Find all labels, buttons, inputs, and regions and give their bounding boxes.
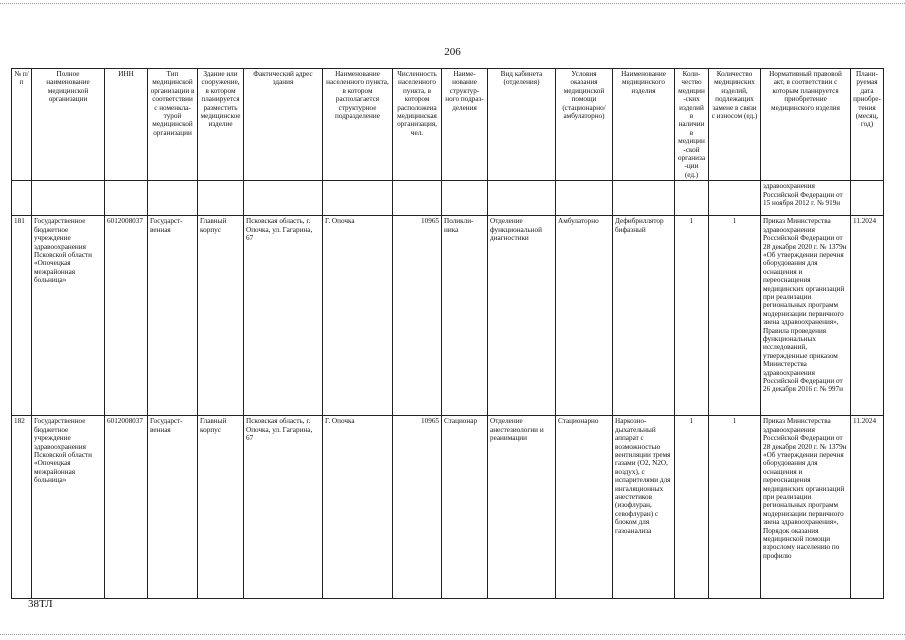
header-to-replace: Количество медицинских изделий, подлежащих замене в связи с износом (ед.) xyxy=(709,69,761,181)
cell-conditions: Амбулаторно xyxy=(556,216,613,416)
carry-over-act: здравоохранения Российской Федерации от 15 ноября 2012 г. № 919н xyxy=(761,181,851,216)
scan-edge-top xyxy=(0,3,905,5)
cell-to-replace: 1 xyxy=(709,416,761,599)
cell-building: Главный корпус xyxy=(198,216,244,416)
sheet-code: 38ТЛ xyxy=(28,598,53,610)
scan-edge-bottom xyxy=(0,634,905,636)
cell-act: Приказ Министерства здравоохранения Российской Федерации от 28 декабря 2020 г. № 1379н «Об утверждении перечня оборудования для оснащения и переоснащения медицинских организаций при реализации региональных программ модернизации первичного звена здравоохранения», Порядок оказания медицинской помощи взрослому населению по профилю xyxy=(761,416,851,599)
cell-unit: Поликли-ника xyxy=(442,216,488,416)
header-num: № п/п xyxy=(12,69,32,181)
header-building: Здание или сооружение, в котором планируется разместить медицинское изделие xyxy=(198,69,244,181)
cell-type: Государст-венная xyxy=(148,416,198,599)
cell-inn: 6012008037 xyxy=(105,216,148,416)
cell-cabinet: Отделение функциональной диагностики xyxy=(488,216,556,416)
cell-type: Государст-венная xyxy=(148,216,198,416)
cell-to-replace: 1 xyxy=(709,216,761,416)
page-number: 206 xyxy=(444,46,461,58)
cell-org: Государственное бюджетное учреждение здравоохранения Псковской области «Опочецкая межрайонная больница» xyxy=(32,216,105,416)
header-unit: Наиме-нование структур-ного подраз-деления xyxy=(442,69,488,181)
header-in-stock: Коли-чество медицин-ских изделий в наличии в медицин-ской организа-ции (ед.) xyxy=(675,69,709,181)
header-act: Нормативный правовой акт, в соответствии с которым планируется приобретение медицинского изделия xyxy=(761,69,851,181)
cell-population: 10965 xyxy=(393,216,442,416)
cell-device: Наркозно-дыхательный аппарат с возможностью вентиляции тремя газами (O2, N2O, воздух), с испарителями для ингаляционных анестетиков (изофлуран, севофлуран) с блоком для газоанализа xyxy=(613,416,675,599)
cell-inn: 6012008037 xyxy=(105,416,148,599)
cell-building: Главный корпус xyxy=(198,416,244,599)
header-inn: ИНН xyxy=(105,69,148,181)
cell-date: 11.2024 xyxy=(851,416,884,599)
cell-address: Псковская область, г. Опочка, ул. Гагарина, 67 xyxy=(244,216,323,416)
cell-date: 11.2024 xyxy=(851,216,884,416)
header-org: Полное наименование медицинской организации xyxy=(32,69,105,181)
table-row-carry-over xyxy=(12,181,884,216)
header-cabinet: Вид кабинета (отделения) xyxy=(488,69,556,181)
header-device: Наименование медицинского изделия xyxy=(613,69,675,181)
cell-org: Государственное бюджетное учреждение здравоохранения Псковской области «Опочецкая межрайонная больница» xyxy=(32,416,105,599)
header-address: Фактический адрес здания xyxy=(244,69,323,181)
header-settlement: Наименование населенного пункта, в котором располагается структурное подразделение xyxy=(323,69,393,181)
cell-in-stock: 1 xyxy=(675,216,709,416)
cell-device: Дефибриллятор бифазный xyxy=(613,216,675,416)
cell-in-stock: 1 xyxy=(675,416,709,599)
header-date: Плани-руемая дата приобре-тения (месяц, год) xyxy=(851,69,884,181)
header-conditions: Условия оказания медицинской помощи (стационарно/ амбулаторно) xyxy=(556,69,613,181)
cell-cabinet: Отделение анестезиологии и реанимации xyxy=(488,416,556,599)
cell-num: 181 xyxy=(12,216,32,416)
cell-unit: Стационар xyxy=(442,416,488,599)
header-row xyxy=(12,69,884,181)
header-population: Численность населенного пункта, в котором расположена медицинская организация, чел. xyxy=(393,69,442,181)
cell-conditions: Стационарно xyxy=(556,416,613,599)
cell-settlement: Г. Опочка xyxy=(323,216,393,416)
cell-act: Приказ Министерства здравоохранения Российской Федерации от 28 декабря 2020 г. № 1379н «Об утверждении перечня оборудования для оснащения и переоснащения медицинских организаций при реализации региональных программ модернизации первичного звена здравоохранения», Правила проведения функциональных исследований, утвержденные приказом Министерства здравоохранения Российской Федерации от 26 декабря 2016 г. № 997н xyxy=(761,216,851,416)
equipment-table xyxy=(11,68,884,599)
table-row xyxy=(12,216,884,416)
table-row xyxy=(12,416,884,599)
cell-num: 182 xyxy=(12,416,32,599)
cell-settlement: Г. Опочка xyxy=(323,416,393,599)
header-type: Тип медицинской организации в соответствии с номенкла-турой медицинской организации xyxy=(148,69,198,181)
cell-population: 10965 xyxy=(393,416,442,599)
cell-address: Псковская область, г. Опочка, ул. Гагарина, 67 xyxy=(244,416,323,599)
